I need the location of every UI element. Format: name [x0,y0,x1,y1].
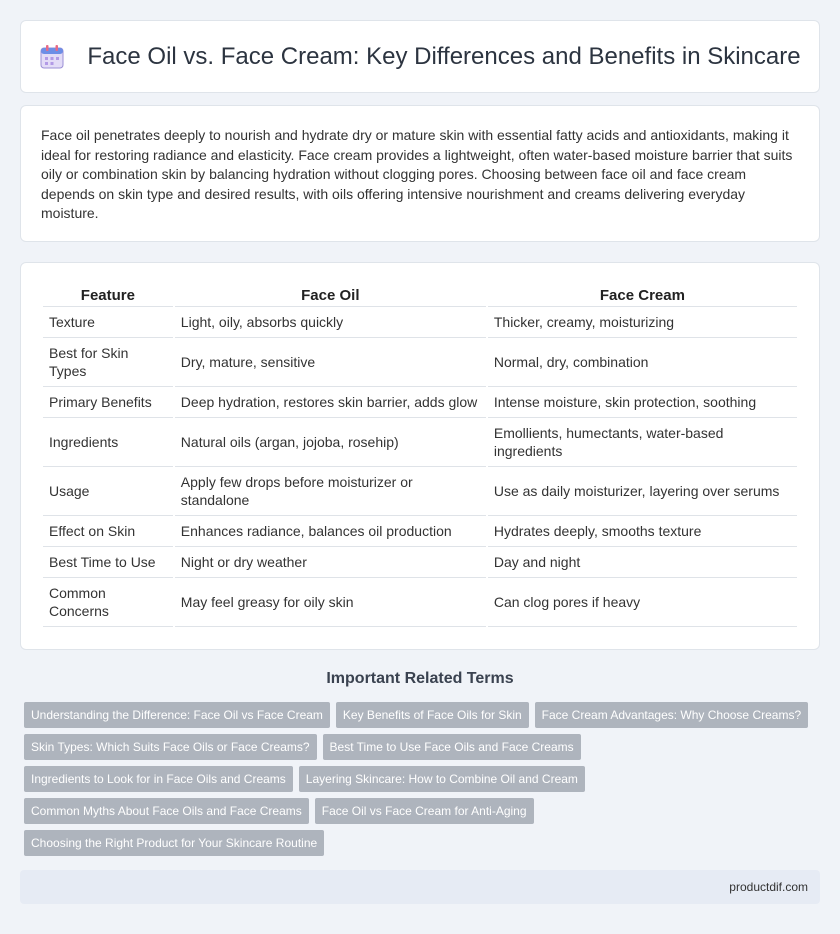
table-row [43,516,797,547]
cell-face-cream: Emollients, humectants, water-based ingredients [488,418,797,467]
cell-feature: Ingredients [43,418,173,467]
table-row [43,467,797,516]
related-tag[interactable]: Common Myths About Face Oils and Face Creams [24,798,309,824]
title-row [21,21,819,92]
table-row [43,547,797,578]
page-title: Face Oil vs. Face Cream: Key Differences and Benefits in Skincare [87,42,801,70]
cell-face-oil: Natural oils (argan, jojoba, rosehip) [175,418,486,467]
related-tags [20,702,820,862]
header-card [20,20,820,93]
header-face-cream: Face Cream [488,283,797,307]
cell-feature: Common Concerns [43,578,173,627]
related-tag[interactable]: Understanding the Difference: Face Oil vs Face Cream [24,702,330,728]
cell-face-cream: Day and night [488,547,797,578]
related-tag[interactable]: Face Cream Advantages: Why Choose Creams? [535,702,808,728]
intro-card [20,105,820,242]
cell-face-oil: Deep hydration, restores skin barrier, adds glow [175,387,486,418]
cell-feature: Texture [43,307,173,338]
cell-face-oil: Dry, mature, sensitive [175,338,486,387]
table-row [43,307,797,338]
cell-face-cream: Intense moisture, skin protection, soothing [488,387,797,418]
cell-face-cream: Normal, dry, combination [488,338,797,387]
cell-face-oil: Enhances radiance, balances oil production [175,516,486,547]
related-tag[interactable]: Face Oil vs Face Cream for Anti-Aging [315,798,534,824]
related-tag[interactable]: Ingredients to Look for in Face Oils and Creams [24,766,293,792]
table-row [43,387,797,418]
cell-face-oil: Night or dry weather [175,547,486,578]
related-tag[interactable]: Choosing the Right Product for Your Skincare Routine [24,830,324,856]
table-card [20,262,820,650]
calendar-icon [39,44,65,70]
cell-face-cream: Use as daily moisturizer, layering over serums [488,467,797,516]
related-terms-heading: Important Related Terms [326,670,514,687]
related-tag[interactable]: Best Time to Use Face Oils and Face Creams [323,734,581,760]
cell-feature: Primary Benefits [43,387,173,418]
table-header-row [43,283,797,307]
related-terms-section [20,670,820,862]
cell-feature: Usage [43,467,173,516]
table-row [43,418,797,467]
footer-site[interactable]: productdif.com [729,880,808,894]
cell-face-cream: Hydrates deeply, smooths texture [488,516,797,547]
cell-face-cream: Can clog pores if heavy [488,578,797,627]
cell-feature: Effect on Skin [43,516,173,547]
cell-face-oil: May feel greasy for oily skin [175,578,486,627]
related-tag[interactable]: Key Benefits of Face Oils for Skin [336,702,529,728]
related-tag[interactable]: Skin Types: Which Suits Face Oils or Face Creams? [24,734,317,760]
intro-paragraph: Face oil penetrates deeply to nourish and hydrate dry or mature skin with essential fatty acids and antioxidants, making it ideal for restoring radiance and elasticity. Face cream provides a lightweight, often water-based moisture barrier that suits oily or combination skin by balancing hydration without clogging pores. Choosing between face oil and face cream depends on skin type and desired results, with oils offering intensive nourishment and creams delivering everyday moisture. [41,127,793,222]
cell-feature: Best Time to Use [43,547,173,578]
cell-face-oil: Light, oily, absorbs quickly [175,307,486,338]
cell-face-oil: Apply few drops before moisturizer or standalone [175,467,486,516]
table-row [43,338,797,387]
cell-face-cream: Thicker, creamy, moisturizing [488,307,797,338]
related-tag[interactable]: Layering Skincare: How to Combine Oil and Cream [299,766,585,792]
cell-feature: Best for Skin Types [43,338,173,387]
header-feature: Feature [43,283,173,307]
comparison-table [41,283,799,627]
header-face-oil: Face Oil [175,283,486,307]
table-row [43,578,797,627]
footer [20,870,820,904]
